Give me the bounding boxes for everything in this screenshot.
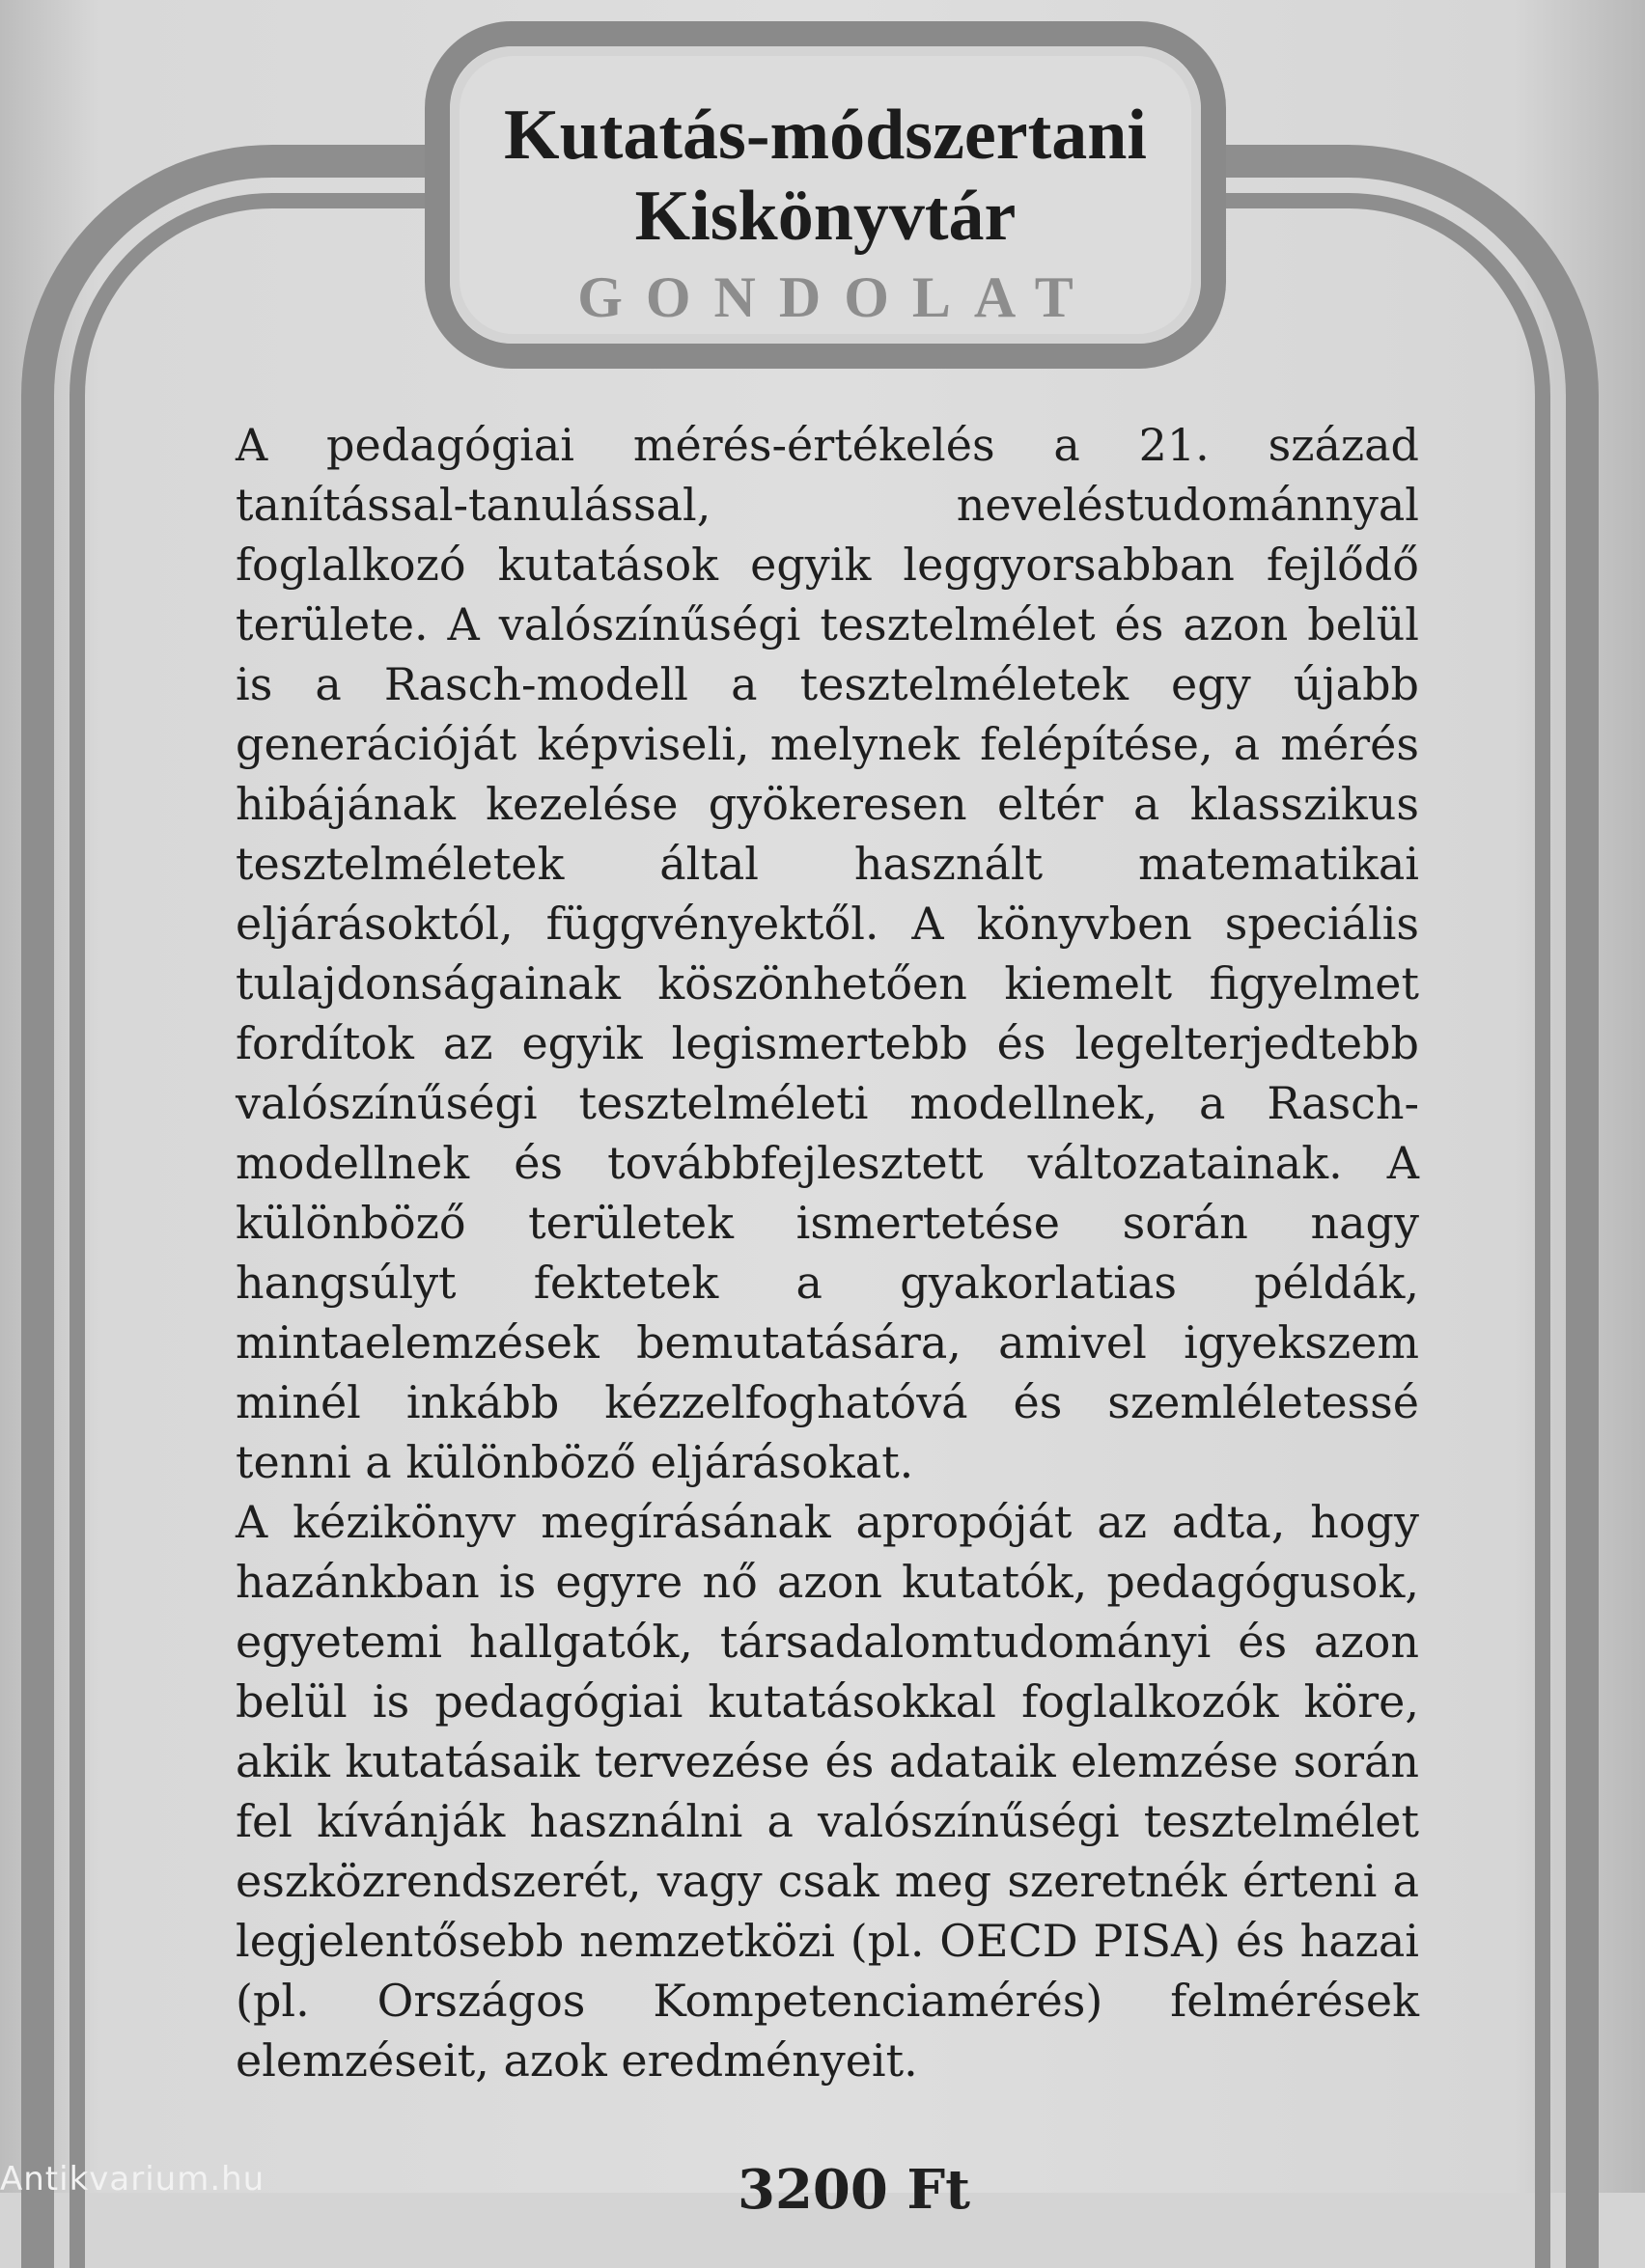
blurb-paragraph-2: A kézikönyv megírásának apropóját az adta, hogy hazánkban is egyre nő azon kutatók, pedagógusok, egyetemi hallgatók, társadalomtudományi és azon belül is pedagógiai kutatásokkal foglalkozók köre, akik kutatásaik tervezése és adataik elemzése során fel kívánják használni a valószínűségi tesztelmélet eszközrendszerét, vagy csak meg szeretnék érteni a legjelentősebb nemzetközi (pl. OECD PISA) és hazai (pl. Országos Kompetenciamérés) felmérések elemzéseit, azok eredményeit. [236,1496,1419,2087]
price-label: 3200 Ft [738,2158,970,2222]
series-title-box [425,21,1226,369]
publisher-name: GONDOLAT [577,265,1097,329]
site-watermark: Antikvarium.hu [0,2160,265,2199]
series-title-line1: Kutatás-módszertani [504,96,1147,175]
series-title-line2: Kiskönyvtár [634,177,1017,256]
series-title [450,95,1201,257]
back-cover-blurb [236,415,1419,2090]
blurb-paragraph-1: A pedagógiai mérés-értékelés a 21. század tanítással-tanulással, neveléstudománnyal foglalkozó kutatások egyik leggyorsabban fejlődő területe. A valószínűségi tesztelmélet és azon belül is a Rasch-modell a tesztelméletek egy újabb generációját képviseli, melynek felépítése, a mérés hibájának kezelése gyökeresen eltér a klasszikus tesztelméletek által használt matematikai eljárásoktól, függvényektől. A könyvben speciális tulajdonságainak köszönhetően kiemelt figyelmet fordítok az egyik legismertebb és legelterjedtebb valószínűségi tesztelméleti modellnek, a Rasch-modellnek és továbbfejlesztett változatainak. A különböző területek ismertetése során nagy hangsúlyt fektetek a gyakorlatias példák, mintaelemzések bemutatására, amivel igyekszem minél inkább kézzelfoghatóvá és szemléletessé tenni a különböző eljárásokat. [236,419,1419,1488]
